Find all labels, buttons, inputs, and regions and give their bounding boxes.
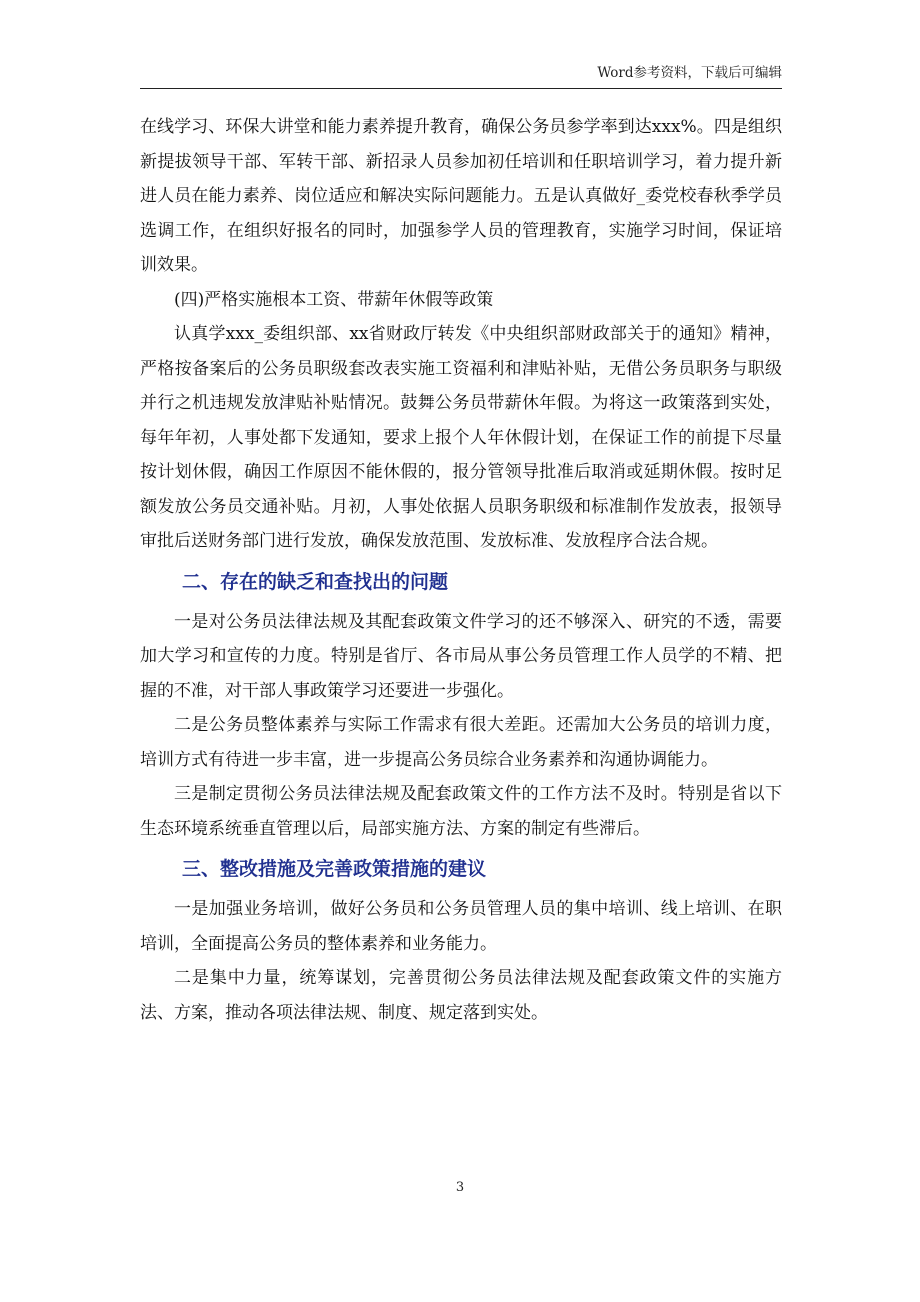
paragraph-salary-policy: 认真学xxx_委组织部、xx省财政厅转发《中央组织部财政部关于的通知》精神，严格按备案后的公务员职级套改表实施工资福利和津贴补贴，无借公务员职务与职级并行之机违规发放津贴补贴情况。鼓舞公务员带薪休年假。为将这一政策落到实处，每年年初，人事处都下发通知，要求上报个人年休假计划，在保证工作的前提下尽量按计划休假，确因工作原因不能休假的，报分管领导批准后取消或延期休假。按时足额发放公务员交通补贴。月初，人事处依据人员职务职级和标准制作发放表，报领导审批后送财务部门进行发放，确保发放范围、发放标准、发放程序合法合规。 (140, 324, 782, 551)
paragraph-measure-1: 一是加强业务培训，做好公务员和公务员管理人员的集中培训、线上培训、在职培训，全面提高公务员的整体素养和业务能力。 (140, 899, 782, 954)
section-heading-measures: 三、整改措施及完善政策措施的建议 (182, 858, 487, 880)
subheading-salary-policy: (四)严格实施根本工资、带薪年休假等政策 (174, 289, 494, 310)
paragraph-training-continued: 在线学习、环保大讲堂和能力素养提升教育，确保公务员参学率到达xxx%。四是组织新提拔领导干部、军转干部、新招录人员参加初任培训和任职培训学习，着力提升新进人员在能力素养、岗位适应和解决实际问题能力。五是认真做好_委党校春秋季学员选调工作，在组织好报名的同时，加强参学人员的管理教育，实施学习时间，保证培训效果。 (140, 117, 782, 275)
page-number: 3 (455, 1180, 465, 1195)
document-body (140, 110, 782, 1030)
page-header (140, 62, 782, 89)
paragraph-problem-3: 三是制定贯彻公务员法律法规及配套政策文件的工作方法不及时。特别是省以下生态环境系统垂直管理以后，局部实施方法、方案的制定有些滞后。 (140, 784, 782, 839)
paragraph-problem-2: 二是公务员整体素养与实际工作需求有很大差距。还需加大公务员的培训力度，培训方式有待进一步丰富，进一步提高公务员综合业务素养和沟通协调能力。 (140, 715, 782, 770)
paragraph-measure-2: 二是集中力量，统筹谋划，完善贯彻公务员法律法规及配套政策文件的实施方法、方案，推动各项法律法规、制度、规定落到实处。 (140, 968, 782, 1023)
header-text: Word参考资料，下载后可编辑 (597, 65, 782, 81)
paragraph-problem-1: 一是对公务员法律法规及其配套政策文件学习的还不够深入、研究的不透，需要加大学习和宣传的力度。特别是省厅、各市局从事公务员管理工作人员学的不精、把握的不准，对干部人事政策学习还要进一步强化。 (140, 611, 782, 701)
section-heading-problems: 二、存在的缺乏和查找出的问题 (182, 570, 449, 593)
